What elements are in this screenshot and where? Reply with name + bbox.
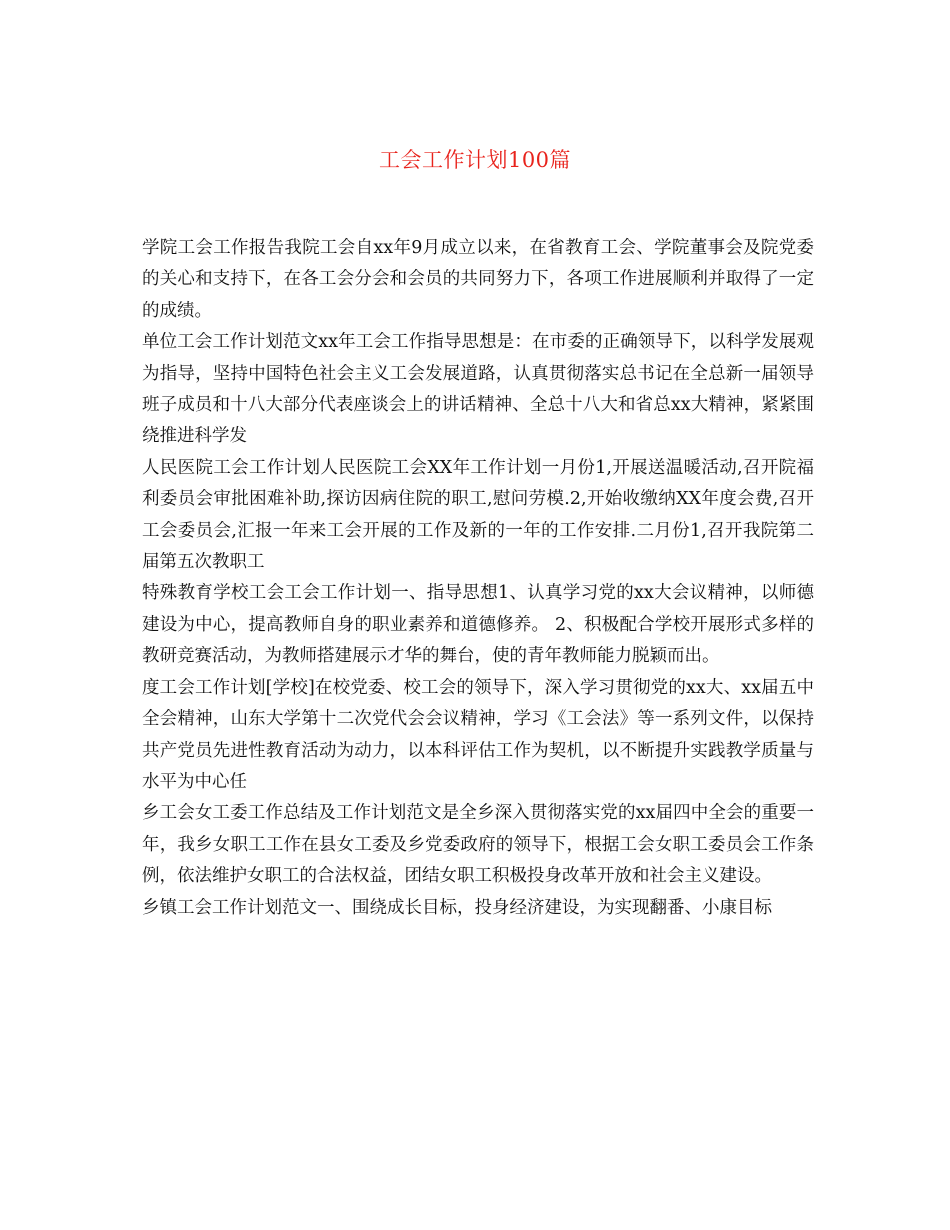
paragraph-4: 特殊教育学校工会工会工作计划一、指导思想1、认真学习党的xx大会议精神，以师德建设为中心，提高教师自身的职业素养和道德修养。 2、积极配合学校开展形式多样的教研竞赛活动，为教师搭建展示才华的舞台，使的青年教师能力脱颖而出。 xyxy=(142,583,814,667)
paragraph-2: 单位工会工作计划范文xx年工会工作指导思想是：在市委的正确领导下，以科学发展观为指导，坚持中国特色社会主义工会发展道路，认真贯彻落实总书记在全总新一届领导班子成员和十八大部分代表座谈会上的讲话精神、全总十八大和省总xx大精神，紧紧围绕推进科学发 xyxy=(142,332,814,447)
paragraph-5: 度工会工作计划[学校]在校党委、校工会的领导下，深入学习贯彻党的xx大、xx届五中全会精神，山东大学第十二次党代会会议精神，学习《工会法》等一系列文件，以保持共产党员先进性教育活动为动力，以本科评估工作为契机，以不断提升实践教学质量与水平为中心任 xyxy=(142,677,814,792)
paragraph-6: 乡工会女工委工作总结及工作计划范文是全乡深入贯彻落实党的xx届四中全会的重要一年，我乡女职工工作在县女工委及乡党委政府的领导下，根据工会女职工委员会工作条例，依法维护女职工的合法权益，团结女职工积极投身改革开放和社会主义建设。 xyxy=(142,803,814,887)
paragraph-7: 乡镇工会工作计划范文一、围绕成长目标，投身经济建设，为实现翻番、小康目标 xyxy=(142,897,772,918)
paragraph-1: 学院工会工作报告我院工会自xx年9月成立以来，在省教育工会、学院董事会及院党委的关心和支持下，在各工会分会和会员的共同努力下，各项工作进展顺利并取得了一定的成绩。 xyxy=(142,238,814,321)
document-body xyxy=(142,233,814,924)
document-title: 工会工作计划100篇 xyxy=(378,148,572,172)
paragraph-3: 人民医院工会工作计划人民医院工会XX年工作计划一月份1,开展送温暖活动,召开院福利委员会审批困难补助,探访因病住院的职工,慰问劳模.2,开始收缴纳XX年度会费,召开工会委员会,汇报一年来工会开展的工作及新的一年的工作安排.二月份1,召开我院第二届第五次教职工 xyxy=(142,457,814,573)
